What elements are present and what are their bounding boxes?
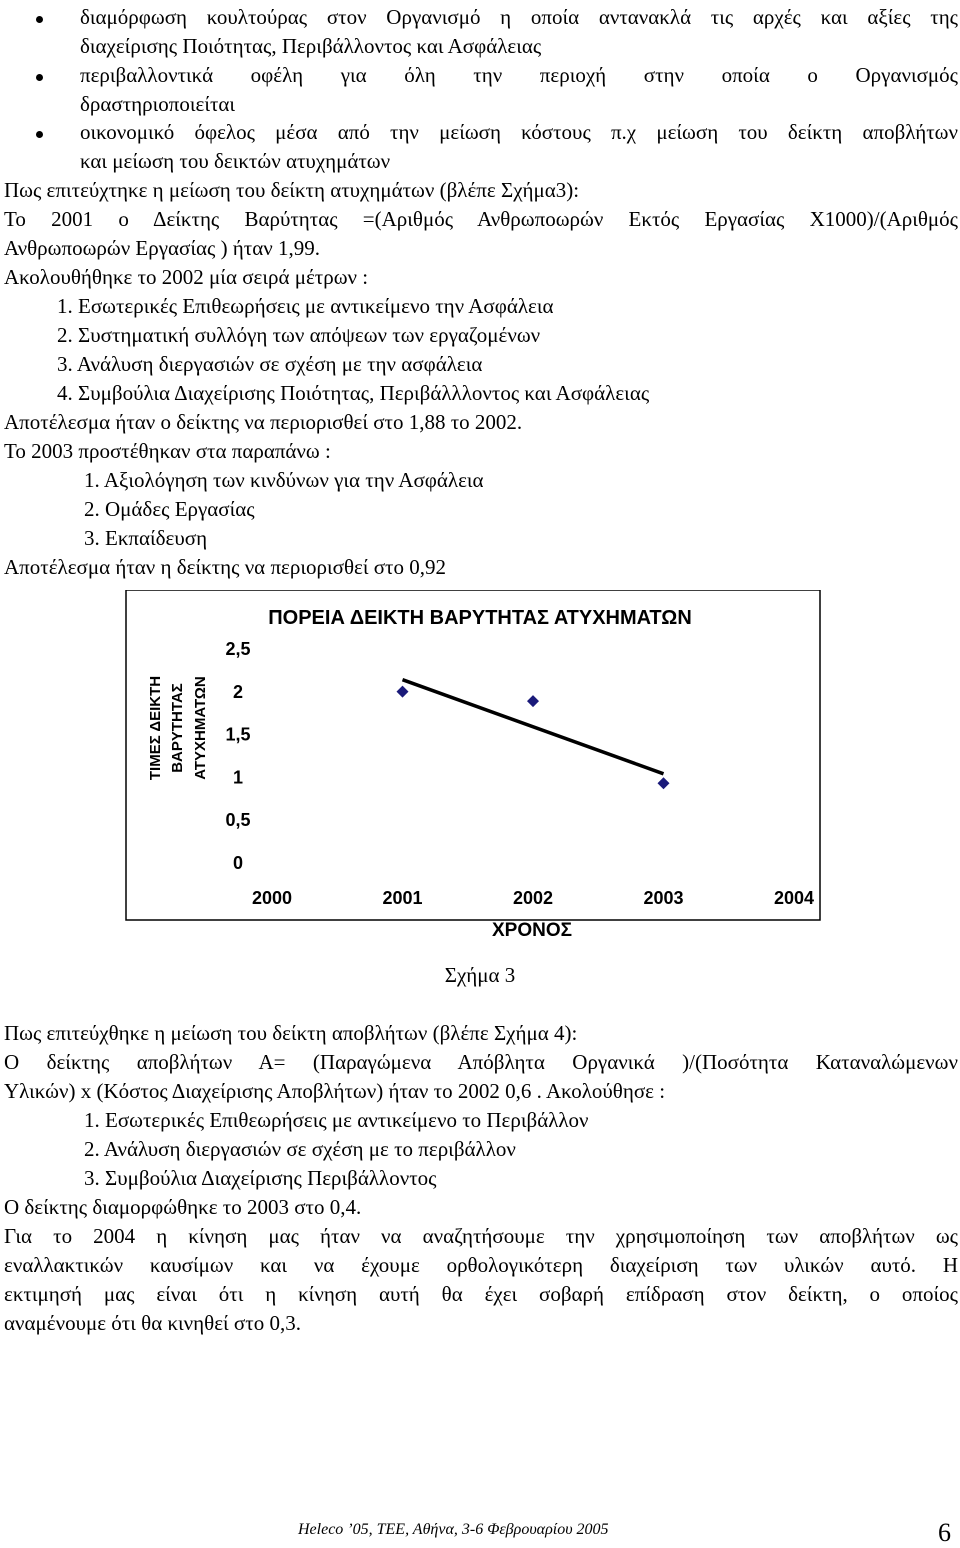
x-tick-label: 2003 <box>643 888 684 908</box>
future-paragraph-line-4: αναμένουμε ότι θα κινηθεί στο 0,3. <box>4 1311 301 1335</box>
bullet-icon <box>36 16 43 23</box>
severity-index-paragraph-line-1: Το 2001 ο Δείκτης Βαρύτητας =(Αριθμός Ανθρωποωρών Εκτός Εργασίας Χ1000)/(Αριθμός <box>4 207 958 231</box>
waste-measure-item: 3. Συμβούλια Διαχείρισης Περιβάλλοντος <box>84 1166 437 1190</box>
bullet-2-line-2: δραστηριοποιείται <box>80 92 236 116</box>
waste-index-paragraph-line-1: Ο δείκτης αποβλήτων Α= (Παραγώμενα Απόβλητα Οργανικά )/(Ποσότητα Καταναλώμενων <box>4 1050 958 1074</box>
measure-item: 3. Ανάλυση διεργασιών σε σχέση με την ασφάλεια <box>57 352 483 376</box>
waste-index-paragraph-line-2: Υλικών) x (Κόστος Διαχείρισης Αποβλήτων) ήταν το 2002 0,6 . Ακολούθησε : <box>4 1079 666 1103</box>
severity-index-paragraph-line-2: Ανθρωποωρών Εργασίας ) ήταν 1,99. <box>4 236 320 260</box>
y-tick-label: 2,5 <box>225 639 251 659</box>
y-axis-label <box>147 676 209 780</box>
y-tick-label: 2 <box>232 681 244 702</box>
addition-item: 1. Αξιολόγηση των κινδύνων για την Ασφάλεια <box>84 468 484 492</box>
future-paragraph-line-1: Για το 2004 η κίνηση μας ήταν να αναζητήσουμε την χρησιμοποίηση των αποβλήτων ως <box>4 1224 958 1248</box>
data-point-marker <box>527 695 539 707</box>
x-tick-label: 2000 <box>251 888 293 908</box>
data-points <box>397 686 670 790</box>
accidents-heading: Πως επιτεύχτηκε η μείωση του δείκτη ατυχημάτων (βλέπε Σχήμα3): <box>4 178 580 202</box>
bullet-2-line-1: περιβαλλοντικά οφέλη για όλη την περιοχή στην οποία ο Οργανισμός <box>80 63 958 87</box>
bullet-3-line-1: οικονομικό όφελος μέσα από την μείωση κόστους π.χ μείωση του δείκτη αποβλήτων <box>80 120 958 144</box>
data-point-marker <box>397 686 409 698</box>
data-point-marker <box>658 777 670 789</box>
x-axis-label: ΧΡΟΝΟΣ <box>491 920 573 941</box>
measure-item: 2. Συστηματική συλλόγη των απόψεων των εργαζομένων <box>57 323 541 347</box>
waste-result-2003: Ο δείκτης διαμορφώθηκε το 2003 στο 0,4. <box>4 1195 362 1219</box>
waste-heading: Πως επιτεύχθηκε η μείωση του δείκτη αποβλήτων (βλέπε Σχήμα 4): <box>4 1021 578 1045</box>
trendline <box>403 680 664 774</box>
additions-intro: Το 2003 προστέθηκαν στα παραπάνω : <box>4 439 331 463</box>
y-axis-label-line: ΤΙΜΕΣ ΔΕΙΚΤΗ <box>147 675 164 781</box>
addition-item: 2. Ομάδες Εργασίας <box>84 497 255 521</box>
y-tick-label: 1,5 <box>225 724 251 745</box>
result-2003: Αποτέλεσμα ήταν η δείκτης να περιορισθεί στο 0,92 <box>4 555 446 579</box>
future-paragraph-line-3: εκτιμησή μας είναι ότι η κίνηση αυτή θα έχει σοβαρή επίδραση στον δείκτη, ο οποίος <box>4 1282 958 1306</box>
y-tick-label: 0,5 <box>225 810 251 831</box>
severity-index-chart <box>0 590 960 990</box>
bullet-3-line-2: και μείωση του δεικτών ατυχημάτων <box>80 149 391 173</box>
bullet-1-line-1: διαμόρφωση κουλτούρας στον Οργανισμό η οποία αντανακλά τις αρχές και αξίες της <box>80 5 958 29</box>
x-axis-ticks <box>252 888 814 908</box>
x-tick-label: 2001 <box>382 888 423 908</box>
x-tick-label: 2002 <box>512 888 554 908</box>
addition-item: 3. Εκπαίδευση <box>84 526 208 550</box>
future-paragraph-line-2: εναλλακτικών καυσίμων και να έχουμε ορθολογικότερη διαχείριση των υλικών αυτό. Η <box>4 1253 958 1277</box>
x-tick-label: 2004 <box>773 888 815 908</box>
bullet-1-line-2: διαχείρισης Ποιότητας, Περιβάλλοντος και Ασφάλειας <box>80 34 542 58</box>
bullet-icon <box>36 131 43 138</box>
waste-measure-item: 1. Εσωτερικές Επιθεωρήσεις με αντικείμενο το Περιβάλλον <box>84 1108 589 1132</box>
measure-item: 1. Εσωτερικές Επιθεωρήσεις με αντικείμενο την Ασφάλεια <box>57 294 554 318</box>
footer-conference: Heleco ’05, ΤΕΕ, Αθήνα, 3-6 Φεβρουαρίου 2005 <box>298 1521 609 1538</box>
y-tick-label: 0 <box>232 853 244 873</box>
y-tick-label: 1 <box>232 767 244 788</box>
page-number: 6 <box>938 1518 951 1547</box>
measure-item: 4. Συμβούλια Διαχείρισης Ποιότητας, Περιβάλλλοντος και Ασφάλειας <box>57 381 650 405</box>
y-axis-label-line: ΒΑΡΥΤΗΤΑΣ <box>169 683 186 773</box>
y-axis-ticks <box>225 639 250 873</box>
measures-intro: Ακολουθήθηκε το 2002 μία σειρά μέτρων : <box>4 265 369 289</box>
y-axis-label-line: ΑΤΥΧΗΜΑΤΩΝ <box>192 676 209 780</box>
chart-caption: Σχήμα 3 <box>444 963 516 987</box>
chart-title: ΠΟΡΕΙΑ ΔΕΙΚΤΗ ΒΑΡΥΤΗΤΑΣ ΑΤΥΧΗΜΑΤΩΝ <box>268 607 692 629</box>
bullet-icon <box>36 74 43 81</box>
waste-measure-item: 2. Ανάλυση διεργασιών σε σχέση με το περιβάλλον <box>84 1137 516 1161</box>
result-2002: Αποτέλεσμα ήταν ο δείκτης να περιορισθεί στο 1,88 το 2002. <box>4 410 523 434</box>
